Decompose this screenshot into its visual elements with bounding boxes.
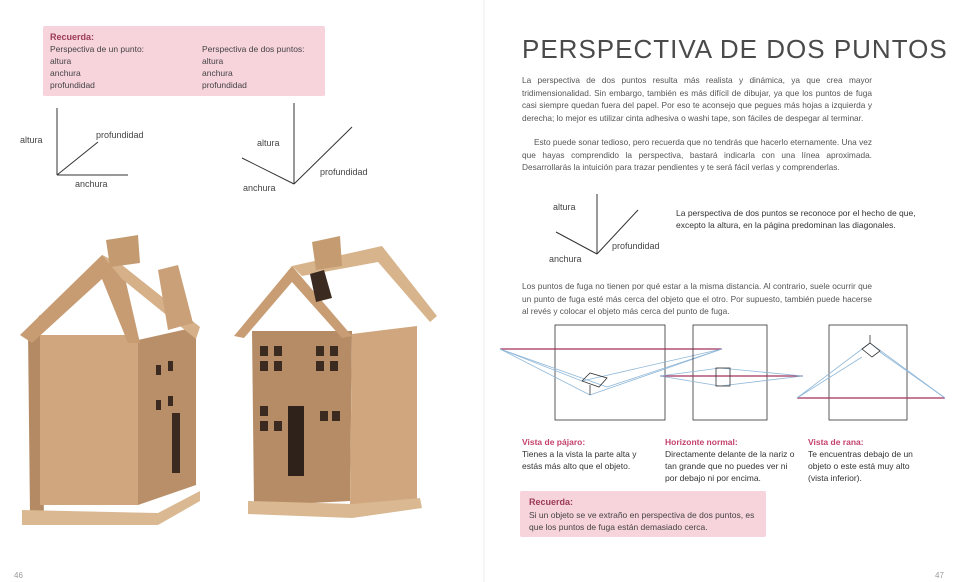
label-anchura-3: anchura — [549, 254, 582, 264]
caption-text: Tienes a la vista la parte alta y estás más alto que el objeto. — [522, 449, 637, 471]
reminder-line: altura — [50, 56, 72, 66]
reminder-line: altura — [202, 56, 224, 66]
label-profundidad-3: profundidad — [612, 241, 660, 251]
page-title: PERSPECTIVA DE DOS PUNTOS — [522, 34, 948, 64]
reminder-line: anchura — [50, 68, 81, 78]
reminder-line: profundidad — [202, 80, 247, 90]
reminder-text: Si un objeto se ve extraño en perspectiva de dos puntos, es que los puntos de fuga están demasiado cerca. — [529, 510, 755, 532]
caption-title: Vista de rana: — [808, 437, 864, 447]
reminder-line: Perspectiva de dos puntos: — [202, 44, 305, 54]
label-anchura-1: anchura — [75, 179, 108, 189]
reminder-box-right — [520, 491, 766, 537]
label-altura-1: altura — [20, 135, 43, 145]
caption-normal-horizon — [665, 436, 800, 484]
paragraph-2: Esto puede sonar tedioso, pero recuerda que no tendrás que hacerlo eternamente. Una vez que hayas comprendido la perspectiva, bastará indicarla con una línea aproximada. Desarrollarás la intuición para trazar pendientes y te será fácil verlas y comprenderlas. — [522, 137, 872, 173]
label-profundidad-1: profundidad — [96, 130, 144, 140]
caption-title: Horizonte normal: — [665, 437, 738, 447]
caption-birds-eye — [522, 436, 652, 472]
reminder-line: profundidad — [50, 80, 95, 90]
normal-horizon-view — [660, 325, 803, 420]
caption-text: Te encuentras debajo de un objeto o este está muy alto (vista inferior). — [808, 449, 913, 483]
paragraph-1: La perspectiva de dos puntos resulta más realista y dinámica, ya que crea mayor tridimensionalidad. Sin embargo, también es más difícil de dibujar, ya que los puntos de fuga casi siempre quedan fuera del papel. Por eso te aconsejo que pegues más hojas a izquierda y derecha; lo mejor es utilizar cinta adhesiva o washi tape, son fáciles de despegar al terminar. — [522, 75, 872, 123]
label-anchura-2: anchura — [243, 183, 276, 193]
page-number-right: 47 — [935, 571, 944, 580]
label-profundidad-2: profundidad — [320, 167, 368, 177]
paragraph-3: Los puntos de fuga no tienen por qué estar a la misma distancia. Al contrario, suele ocurrir que un punto de fuga esté más cerca del objeto que el otro. Por supuesto, también puede hacerse al revés y colocar el objeto más cerca del punto de fuga. — [522, 281, 872, 317]
reminder-title: Recuerda: — [50, 32, 95, 42]
reminder-line: Perspectiva de un punto: — [50, 44, 145, 54]
caption-text: Directamente delante de la nariz o tan grande que no puedes ver ni por debajo ni por encima. — [665, 449, 795, 483]
caption-title: Vista de pájaro: — [522, 437, 586, 447]
reminder-title: Recuerda: — [529, 497, 574, 507]
diagram-note: La perspectiva de dos puntos se reconoce por el hecho de que, excepto la altura, en la página predominan las diagonales. — [676, 208, 916, 230]
page-number-left: 46 — [14, 571, 23, 580]
label-altura-3: altura — [553, 202, 576, 212]
label-altura-2: altura — [257, 138, 280, 148]
caption-frog — [808, 436, 928, 484]
reminder-line: anchura — [202, 68, 233, 78]
frog-view — [797, 325, 945, 420]
